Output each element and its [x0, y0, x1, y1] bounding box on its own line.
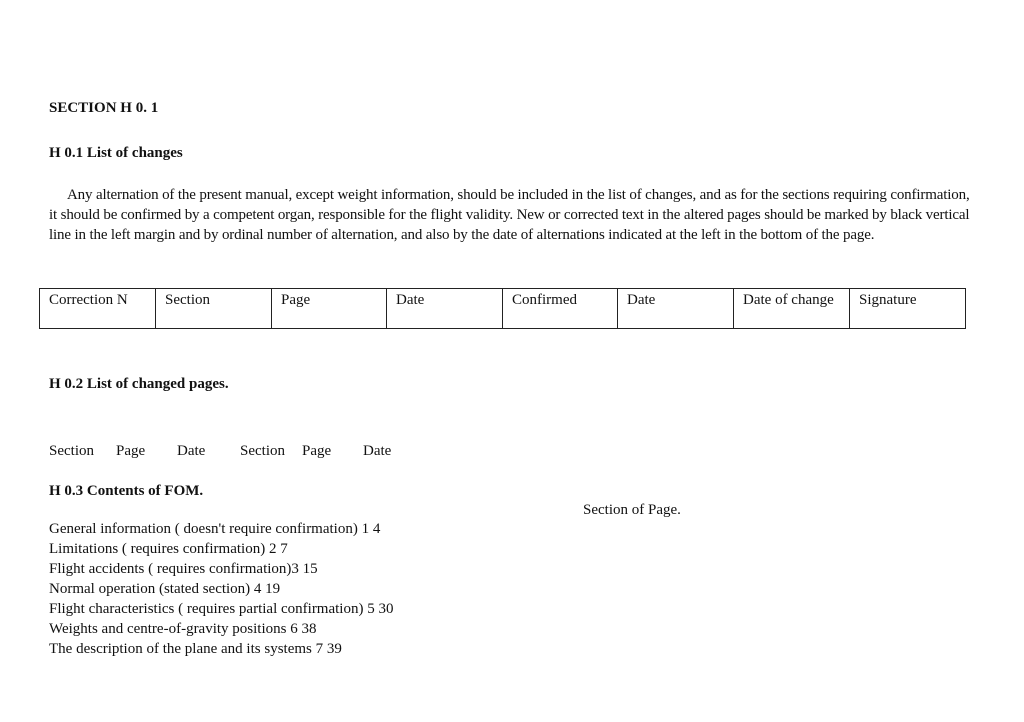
table-header-row — [40, 289, 966, 329]
column-label: Page — [302, 443, 332, 459]
column-label: Section — [49, 443, 94, 459]
table-header-cell: Correction N — [40, 289, 156, 329]
column-label: Section — [240, 443, 285, 459]
table-header-cell: Date — [618, 289, 734, 329]
h01-paragraph: Any alternation of the present manual, except weight information, should be included in the list of changes, and as for the sections requiring confirmation, it should be confirmed by a competent organ, responsible for the flight validity. New or corrected text in the altered pages should be marked by black vertical line in the left margin and by ordinal number of alternation, and also by the date of alternations indicated at the left in the bottom of the page. — [49, 187, 970, 243]
list-of-changes-table — [39, 288, 966, 329]
list-item: Normal operation (stated section) 4 19 — [49, 581, 281, 597]
list-item: Flight characteristics ( requires partial confirmation) 5 30 — [49, 601, 394, 617]
section-title: SECTION H 0. 1 — [49, 100, 159, 116]
column-label: Date — [177, 443, 206, 459]
table-header-cell: Section — [156, 289, 272, 329]
list-item: Flight accidents ( requires confirmation)3 15 — [49, 561, 318, 577]
table-header-cell: Confirmed — [503, 289, 618, 329]
table-header-cell: Page — [272, 289, 387, 329]
column-label: Date — [363, 443, 392, 459]
table-header-cell: Date of change — [734, 289, 850, 329]
h02-heading: H 0.2 List of changed pages. — [49, 376, 229, 392]
contents-list — [49, 519, 393, 659]
list-item: Limitations ( requires confirmation) 2 7 — [49, 541, 288, 557]
h01-heading: H 0.1 List of changes — [49, 145, 183, 161]
list-item: General information ( doesn't require confirmation) 1 4 — [49, 521, 381, 537]
table-header-cell: Date — [387, 289, 503, 329]
column-label: Page — [116, 443, 146, 459]
list-item: Weights and centre-of-gravity positions 6 38 — [49, 621, 317, 637]
h03-heading: H 0.3 Contents of FOM. — [49, 483, 204, 499]
contents-right-header: Section of Page. — [583, 502, 681, 518]
list-item: The description of the plane and its systems 7 39 — [49, 641, 342, 657]
table-header-cell: Signature — [850, 289, 966, 329]
